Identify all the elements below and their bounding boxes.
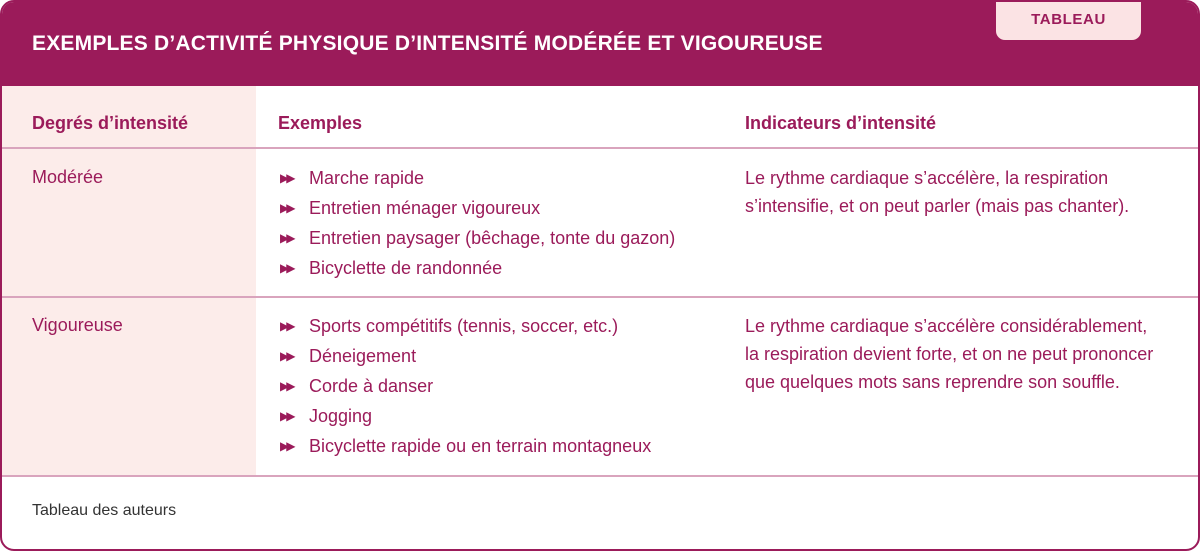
list-item: ▶▶ Déneigement: [280, 346, 417, 366]
list-item: ▶▶ Bicyclette rapide ou en terrain montagneux: [280, 436, 652, 456]
indicator-line: la respiration devient forte, et on ne peut prononcer: [745, 344, 1154, 364]
double-arrow-right-icon: ▶▶: [280, 409, 293, 423]
double-arrow-right-icon: ▶▶: [280, 319, 293, 333]
row-divider: [2, 296, 1198, 298]
double-arrow-right-icon: ▶▶: [280, 171, 293, 185]
double-arrow-right-icon: ▶▶: [280, 231, 293, 245]
list-item: ▶▶ Corde à danser: [280, 376, 434, 396]
indicator-line: que quelques mots sans reprendre son souffle.: [745, 372, 1120, 392]
indicator-line: Le rythme cardiaque s’accélère considérablement,: [745, 316, 1148, 336]
table-title: EXEMPLES D’ACTIVITÉ PHYSIQUE D’INTENSITÉ MODÉRÉE ET VIGOUREUSE: [32, 32, 823, 55]
column-header-examples: Exemples: [278, 113, 363, 133]
list-item: ▶▶ Sports compétitifs (tennis, soccer, etc.): [280, 316, 619, 336]
list-item: ▶▶ Entretien ménager vigoureux: [280, 198, 541, 218]
double-arrow-right-icon: ▶▶: [280, 261, 293, 275]
row-moderate-examples: [280, 167, 675, 287]
list-item: ▶▶ Bicyclette de randonnée: [280, 258, 503, 278]
row-moderate-level: Modérée: [32, 167, 104, 187]
table-source-note: Tableau des auteurs: [32, 502, 177, 519]
table-bottom-divider: [2, 475, 1198, 477]
double-arrow-right-icon: ▶▶: [280, 201, 293, 215]
row-vigorous-level: Vigoureuse: [32, 315, 123, 335]
row-vigorous-examples: [280, 315, 651, 465]
intensity-column-background: [2, 86, 256, 476]
indicator-line: Le rythme cardiaque s’accélère, la respiration: [745, 168, 1109, 188]
list-item: ▶▶ Entretien paysager (bêchage, tonte du gazon): [280, 228, 676, 248]
double-arrow-right-icon: ▶▶: [280, 349, 293, 363]
column-header-indicators: Indicateurs d’intensité: [745, 113, 937, 133]
row-moderate-indicator: [745, 164, 1129, 220]
double-arrow-right-icon: ▶▶: [280, 379, 293, 393]
double-arrow-right-icon: ▶▶: [280, 439, 293, 453]
column-header-intensity: Degrés d’intensité: [32, 113, 189, 133]
list-item: ▶▶ Marche rapide: [280, 168, 425, 188]
header-divider: [2, 147, 1198, 149]
table-type-tag: TABLEAU: [996, 2, 1141, 40]
row-vigorous-indicator: [745, 312, 1153, 396]
list-item: ▶▶ Jogging: [280, 406, 373, 426]
indicator-line: s’intensifie, et on peut parler (mais pas chanter).: [745, 196, 1130, 216]
